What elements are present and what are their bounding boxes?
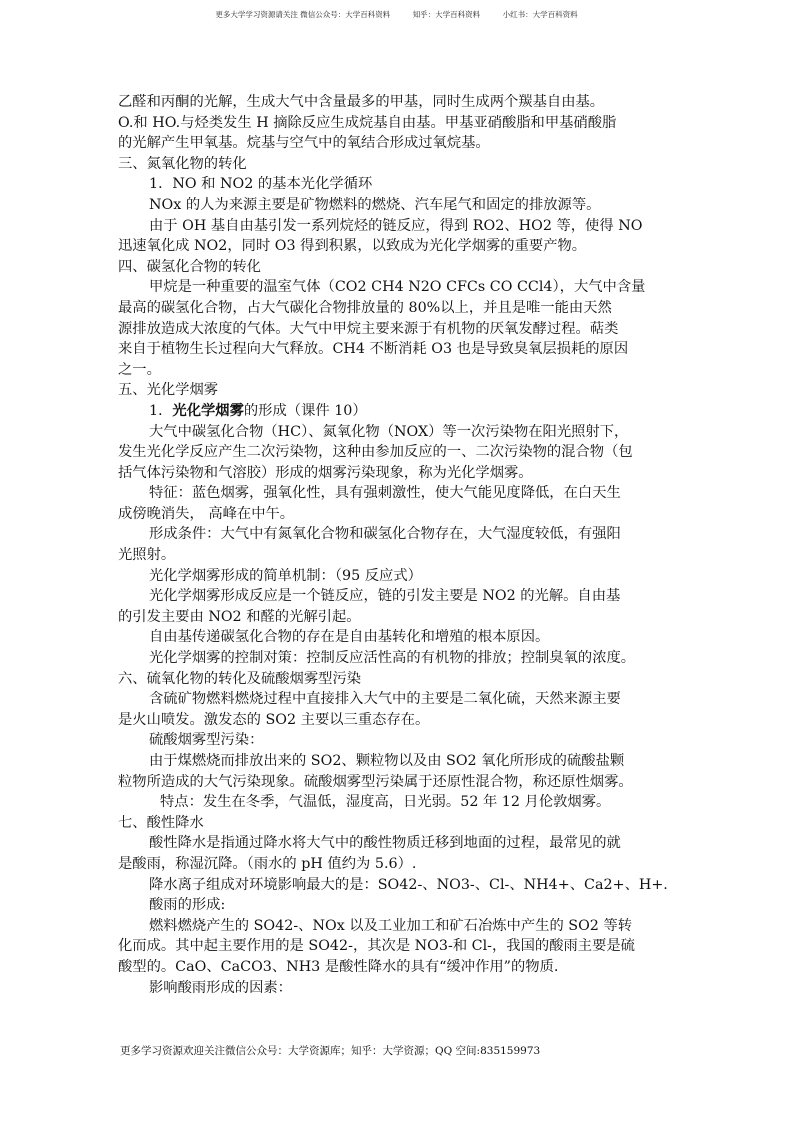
text-line: 甲烷是一种重要的温室气体（CO2 CH4 N2O CFCs CO CCl4），大气中含量 [149, 279, 646, 296]
text-line: 最高的碳氢化合物，占大气碳化合物排放量的 80%以上，并且是唯一能由天然 [118, 299, 612, 316]
text-line: 大气中碳氢化合物（HC）、氮氧化物（NOX）等一次污染物在阳光照射下， [149, 423, 629, 440]
text-line: 粒物所造成的大气污染现象。硫酸烟雾型污染属于还原性混合物，称还原性烟雾。 [118, 773, 633, 790]
text-line: 括气体污染物和气溶胶）形成的烟雾污染现象，称为光化学烟雾。 [118, 464, 533, 481]
text-line: 降水离子组成对环境影响最大的是：SO42-、NO3-、Cl-、NH4+、Ca2+、H+. [149, 876, 668, 893]
text-line-prefix: 1． [149, 402, 173, 419]
text-line: 五、光化学烟雾 [118, 382, 219, 399]
text-line: 发生光化学反应产生二次污染物，这种由参加反应的一、二次污染物的混合物（包 [118, 444, 633, 461]
text-line: 由于 OH 基自由基引发一系列烷烃的链反应，得到 RO2、HO2 等，使得 NO [149, 217, 643, 234]
header-wechat: 更多大学学习资源请关注 微信公众号：大学百科资料 [215, 10, 391, 19]
text-line: 七、酸性降水 [118, 814, 204, 831]
text-line: 三、氮氧化物的转化 [118, 155, 247, 172]
text-line: O.和 HO.与烃类发生 H 摘除反应生成烷基自由基。甲基亚硝酸脂和甲基硝酸脂 [118, 114, 617, 131]
page-header [0, 9, 793, 20]
text-line: 四、碳氢化合物的转化 [118, 258, 261, 275]
text-line: 硫酸烟雾型污染： [149, 732, 264, 749]
text-line: 六、硫氧化物的转化及硫酸烟雾型污染 [118, 670, 362, 687]
text-line: 光化学烟雾形成反应是一个链反应，链的引发主要是 NO2 的光解。自由基 [149, 588, 621, 605]
text-line: 含硫矿物燃料燃烧过程中直接排入大气中的主要是二氧化硫，天然来源主要 [149, 691, 621, 708]
text-line: 形成条件：大气中有氮氧化合物和碳氢化合物存在，大气湿度较低，有强阳 [149, 526, 621, 543]
text-line: 自由基传递碳氢化合物的存在是自由基转化和增殖的根本原因。 [149, 629, 550, 646]
text-line: 来自于植物生长过程向大气释放。CH4 不断消耗 O3 也是导致臭氧层损耗的原因 [118, 341, 629, 358]
text-line: 由于煤燃烧而排放出来的 SO2、颗粒物以及由 SO2 氧化所形成的硫酸盐颗 [149, 753, 625, 769]
text-line: 成傍晚消失， 高峰在中午。 [118, 505, 295, 522]
text-line: 1．NO 和 NO2 的基本光化学循环 [149, 176, 373, 193]
text-line: 的引发主要由 NO2 和醛的光解引起。 [118, 608, 361, 625]
text-line: 源排放造成大浓度的气体。大气中甲烷主要来源于有机物的厌氧发酵过程。萜类 [118, 320, 619, 337]
text-line: 乙醛和丙酮的光解，生成大气中含量最多的甲基，同时生成两个羰基自由基。 [118, 94, 605, 110]
text-line-rest: 的形成（课件 10） [243, 402, 367, 419]
header-zhihu: 知乎：大学百科资料 [412, 10, 481, 19]
text-line: 迅速氧化成 NO2，同时 O3 得到积累，以致成为光化学烟雾的重要产物。 [118, 238, 587, 255]
text-line: 特征：蓝色烟雾，强氧化性，具有强刺激性，使大气能见度降低，在白天生 [149, 485, 621, 502]
highlighted-term: 光化学烟雾 [172, 402, 244, 419]
text-line: 特点：发生在冬季，气温低，湿度高，日光弱。52 年 12 月伦敦烟雾。 [160, 794, 611, 811]
text-line: 光照射。 [118, 547, 176, 564]
text-line: 是火山喷发。激发态的 SO2 主要以三重态存在。 [118, 711, 430, 728]
text-line: 光化学烟雾的控制对策：控制反应活性高的有机物的排放；控制臭氧的浓度。 [149, 650, 636, 667]
header-xiaohongshu: 小红书：大学百科资料 [502, 10, 578, 19]
text-line: 燃料燃烧产生的 SO42-、NOx 以及工业加工和矿石冶炼中产生的 SO2 等转 [149, 917, 633, 934]
page-footer: 更多学习资源欢迎关注微信公众号：大学资源库；知乎：大学资源；QQ 空间:835159973 [120, 1045, 541, 1057]
text-line [118, 401, 678, 422]
text-line: 光化学烟雾形成的简单机制：（95 反应式） [149, 567, 422, 584]
document-body [118, 92, 678, 998]
text-line: NOx 的人为来源主要是矿物燃料的燃烧、汽车尾气和固定的排放源等。 [149, 196, 601, 213]
text-line: 化而成。其中起主要作用的是 SO42-，其次是 NO3-和 Cl-，我国的酸雨主要是硫 [118, 938, 635, 955]
text-line: 酸雨的形成: [149, 897, 226, 914]
text-line: 的光解产生甲氧基。烷基与空气中的氧结合形成过氧烷基。 [118, 135, 490, 152]
text-line: 是酸雨，称湿沉降。（雨水的 pH 值约为 5.6）. [118, 855, 417, 872]
text-line: 酸性降水是指通过降水将大气中的酸性物质迁移到地面的过程，最常见的就 [149, 835, 621, 852]
text-line: 酸型的。CaO、CaCO3、NH3 是酸性降水的具有“缓冲作用”的物质. [118, 958, 559, 975]
text-line: 之一。 [118, 361, 161, 378]
text-line: 影响酸雨形成的因素： [149, 979, 292, 996]
